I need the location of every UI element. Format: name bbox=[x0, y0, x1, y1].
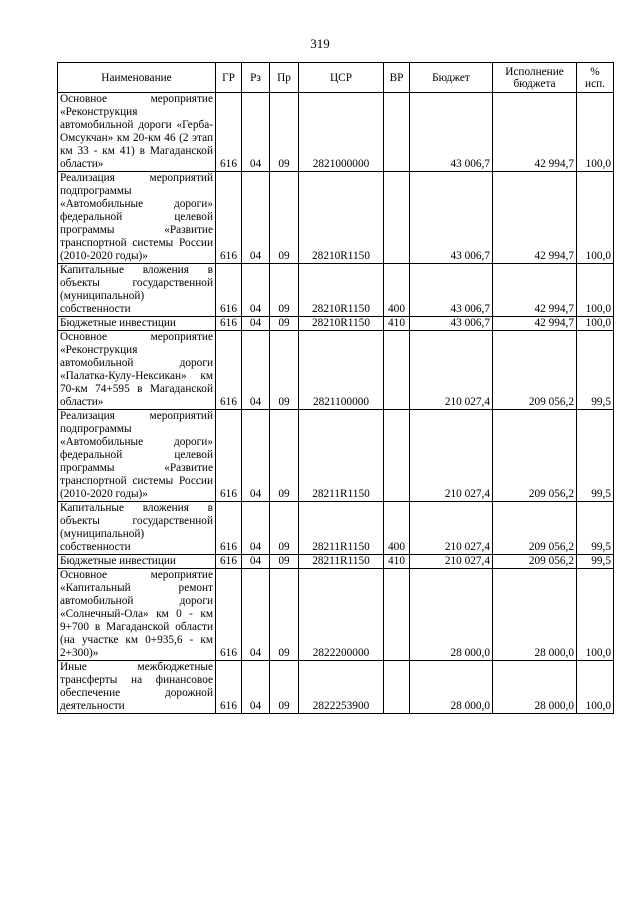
cell-name: Капитальные вложения в объекты государственной (муниципальной) собственности bbox=[58, 502, 216, 555]
cell-budget: 43 006,7 bbox=[410, 317, 493, 331]
page-number: 319 bbox=[310, 36, 330, 51]
cell-rz: 04 bbox=[242, 264, 270, 317]
cell-percent: 99,5 bbox=[577, 410, 614, 502]
header-name: Наименование bbox=[58, 63, 216, 93]
cell-rz: 04 bbox=[242, 502, 270, 555]
cell-name: Иные межбюджетные трансферты на финансовое обеспечение дорожной деятельности bbox=[58, 661, 216, 714]
cell-budget: 43 006,7 bbox=[410, 172, 493, 264]
cell-csr: 2821000000 bbox=[299, 93, 384, 172]
cell-pr: 09 bbox=[270, 555, 299, 569]
cell-vr bbox=[384, 569, 410, 661]
cell-percent: 99,5 bbox=[577, 331, 614, 410]
cell-pr: 09 bbox=[270, 317, 299, 331]
cell-csr: 28210R1150 bbox=[299, 264, 384, 317]
cell-percent: 100,0 bbox=[577, 93, 614, 172]
cell-gr: 616 bbox=[216, 410, 242, 502]
cell-execution: 42 994,7 bbox=[493, 264, 577, 317]
cell-gr: 616 bbox=[216, 264, 242, 317]
cell-rz: 04 bbox=[242, 410, 270, 502]
cell-vr: 410 bbox=[384, 317, 410, 331]
cell-rz: 04 bbox=[242, 317, 270, 331]
cell-pr: 09 bbox=[270, 331, 299, 410]
cell-percent: 100,0 bbox=[577, 172, 614, 264]
cell-vr bbox=[384, 331, 410, 410]
cell-budget: 210 027,4 bbox=[410, 331, 493, 410]
cell-name: Основное мероприятие «Реконструкция автомобильной дороги «Палатка-Кулу-Нексикан» км 70-км 74+595 в Магаданской области» bbox=[58, 331, 216, 410]
cell-csr: 2822253900 bbox=[299, 661, 384, 714]
cell-vr: 400 bbox=[384, 264, 410, 317]
table-row bbox=[58, 502, 614, 555]
header-csr: ЦСР bbox=[299, 63, 384, 93]
header-row bbox=[58, 63, 614, 93]
cell-gr: 616 bbox=[216, 569, 242, 661]
cell-vr bbox=[384, 172, 410, 264]
cell-name: Капитальные вложения в объекты государственной (муниципальной) собственности bbox=[58, 264, 216, 317]
budget-table bbox=[57, 62, 614, 714]
cell-budget: 210 027,4 bbox=[410, 502, 493, 555]
cell-pr: 09 bbox=[270, 502, 299, 555]
cell-gr: 616 bbox=[216, 331, 242, 410]
table-row bbox=[58, 555, 614, 569]
cell-rz: 04 bbox=[242, 172, 270, 264]
header-vr: ВР bbox=[384, 63, 410, 93]
cell-budget: 210 027,4 bbox=[410, 555, 493, 569]
cell-vr bbox=[384, 661, 410, 714]
header-pr: Пр bbox=[270, 63, 299, 93]
cell-vr: 400 bbox=[384, 502, 410, 555]
cell-budget: 43 006,7 bbox=[410, 264, 493, 317]
cell-vr: 410 bbox=[384, 555, 410, 569]
cell-name: Реализация мероприятий подпрограммы «Автомобильные дороги» федеральной целевой программы «Развитие транспортной системы России (2010-2020 годы)» bbox=[58, 410, 216, 502]
cell-budget: 28 000,0 bbox=[410, 661, 493, 714]
cell-rz: 04 bbox=[242, 331, 270, 410]
cell-execution: 42 994,7 bbox=[493, 93, 577, 172]
table-row bbox=[58, 331, 614, 410]
cell-gr: 616 bbox=[216, 317, 242, 331]
cell-percent: 99,5 bbox=[577, 555, 614, 569]
cell-gr: 616 bbox=[216, 555, 242, 569]
cell-gr: 616 bbox=[216, 93, 242, 172]
cell-execution: 42 994,7 bbox=[493, 172, 577, 264]
cell-rz: 04 bbox=[242, 93, 270, 172]
cell-csr: 28210R1150 bbox=[299, 172, 384, 264]
cell-vr bbox=[384, 410, 410, 502]
cell-vr bbox=[384, 93, 410, 172]
cell-budget: 43 006,7 bbox=[410, 93, 493, 172]
table-row bbox=[58, 264, 614, 317]
table-row bbox=[58, 410, 614, 502]
cell-csr: 28211R1150 bbox=[299, 410, 384, 502]
cell-execution: 42 994,7 bbox=[493, 317, 577, 331]
cell-name: Бюджетные инвестиции bbox=[58, 555, 216, 569]
table-row bbox=[58, 317, 614, 331]
cell-pr: 09 bbox=[270, 264, 299, 317]
cell-pr: 09 bbox=[270, 569, 299, 661]
cell-name: Реализация мероприятий подпрограммы «Автомобильные дороги» федеральной целевой программы «Развитие транспортной системы России (2010-2020 годы)» bbox=[58, 172, 216, 264]
cell-csr: 28210R1150 bbox=[299, 317, 384, 331]
cell-budget: 28 000,0 bbox=[410, 569, 493, 661]
cell-budget: 210 027,4 bbox=[410, 410, 493, 502]
cell-pr: 09 bbox=[270, 172, 299, 264]
cell-pr: 09 bbox=[270, 661, 299, 714]
table-row bbox=[58, 172, 614, 264]
cell-csr: 28211R1150 bbox=[299, 502, 384, 555]
cell-csr: 2821100000 bbox=[299, 331, 384, 410]
cell-percent: 99,5 bbox=[577, 502, 614, 555]
cell-rz: 04 bbox=[242, 569, 270, 661]
cell-rz: 04 bbox=[242, 555, 270, 569]
cell-execution: 209 056,2 bbox=[493, 555, 577, 569]
header-budget: Бюджет bbox=[410, 63, 493, 93]
cell-gr: 616 bbox=[216, 172, 242, 264]
cell-csr: 28211R1150 bbox=[299, 555, 384, 569]
header-rz: Рз bbox=[242, 63, 270, 93]
table-row bbox=[58, 93, 614, 172]
cell-name: Основное мероприятие «Капитальный ремонт автомобильной дороги «Солнечный-Ола» км 0 - км 9+700 в Магаданской области (на участке км 0+935,6 - км 2+300)» bbox=[58, 569, 216, 661]
table-row bbox=[58, 569, 614, 661]
cell-csr: 2822200000 bbox=[299, 569, 384, 661]
header-percent: % исп. bbox=[577, 63, 614, 93]
cell-percent: 100,0 bbox=[577, 264, 614, 317]
cell-name: Бюджетные инвестиции bbox=[58, 317, 216, 331]
header-execution: Исполнение бюджета bbox=[493, 63, 577, 93]
cell-rz: 04 bbox=[242, 661, 270, 714]
cell-execution: 209 056,2 bbox=[493, 502, 577, 555]
cell-gr: 616 bbox=[216, 502, 242, 555]
cell-pr: 09 bbox=[270, 410, 299, 502]
cell-execution: 209 056,2 bbox=[493, 331, 577, 410]
cell-execution: 28 000,0 bbox=[493, 661, 577, 714]
cell-percent: 100,0 bbox=[577, 317, 614, 331]
cell-percent: 100,0 bbox=[577, 661, 614, 714]
header-gr: ГР bbox=[216, 63, 242, 93]
cell-name: Основное мероприятие «Реконструкция автомобильной дороги «Герба-Омсукчан» км 20-км 46 (2 этап км 33 - км 41) в Магаданской области» bbox=[58, 93, 216, 172]
cell-execution: 28 000,0 bbox=[493, 569, 577, 661]
cell-gr: 616 bbox=[216, 661, 242, 714]
cell-pr: 09 bbox=[270, 93, 299, 172]
cell-percent: 100,0 bbox=[577, 569, 614, 661]
cell-execution: 209 056,2 bbox=[493, 410, 577, 502]
table-row bbox=[58, 661, 614, 714]
